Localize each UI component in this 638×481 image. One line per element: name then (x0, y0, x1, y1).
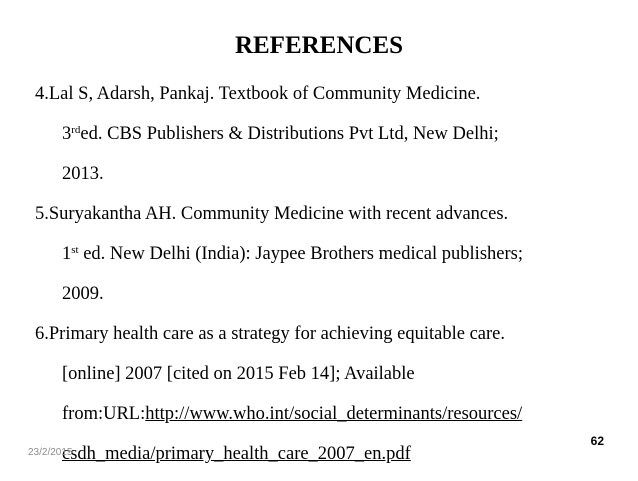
reference-line (35, 201, 625, 241)
reference-line (35, 241, 625, 281)
edition-number: 1 (62, 244, 72, 264)
reference-text: Suryakantha AH. Community Medicine with recent advances. (48, 204, 509, 224)
page-number: 62 (590, 434, 604, 448)
footer-date: 23/2/2015 (28, 447, 73, 458)
reference-line (35, 361, 625, 401)
reference-text: ed. CBS Publishers & Distributions Pvt Ltd, New Delhi; (80, 124, 499, 144)
reference-line (35, 441, 625, 481)
reference-line (35, 161, 625, 201)
reference-line (35, 401, 625, 441)
slide-title: REFERENCES (234, 32, 404, 59)
reference-url-link[interactable]: http://www.who.int/social_determinants/resources/ (145, 404, 523, 424)
reference-text: 2013. (62, 164, 104, 184)
reference-line (35, 121, 625, 161)
reference-text: Primary health care as a strategy for achieving equitable care. (48, 324, 505, 344)
reference-text: ed. New Delhi (India): Jaypee Brothers medical publishers; (78, 244, 523, 264)
reference-item (35, 81, 625, 201)
reference-text: from:URL: (62, 404, 146, 424)
reference-number: 6. (35, 324, 49, 344)
reference-text: Lal S, Adarsh, Pankaj. Textbook of Community Medicine. (48, 84, 481, 104)
reference-item (35, 201, 625, 321)
reference-text: 2009. (62, 284, 104, 304)
reference-line (35, 321, 625, 361)
reference-number: 4. (35, 84, 49, 104)
edition-superscript: st (71, 244, 79, 256)
reference-number: 5. (35, 204, 49, 224)
edition-superscript: rd (71, 124, 81, 136)
edition-number: 3 (62, 124, 72, 144)
reference-item (35, 321, 625, 481)
reference-url-link[interactable]: csdh_media/primary_health_care_2007_en.pdf (62, 444, 411, 464)
reference-text: [online] 2007 [cited on 2015 Feb 14]; Available (62, 364, 415, 384)
reference-line (35, 281, 625, 321)
reference-line (35, 81, 625, 121)
